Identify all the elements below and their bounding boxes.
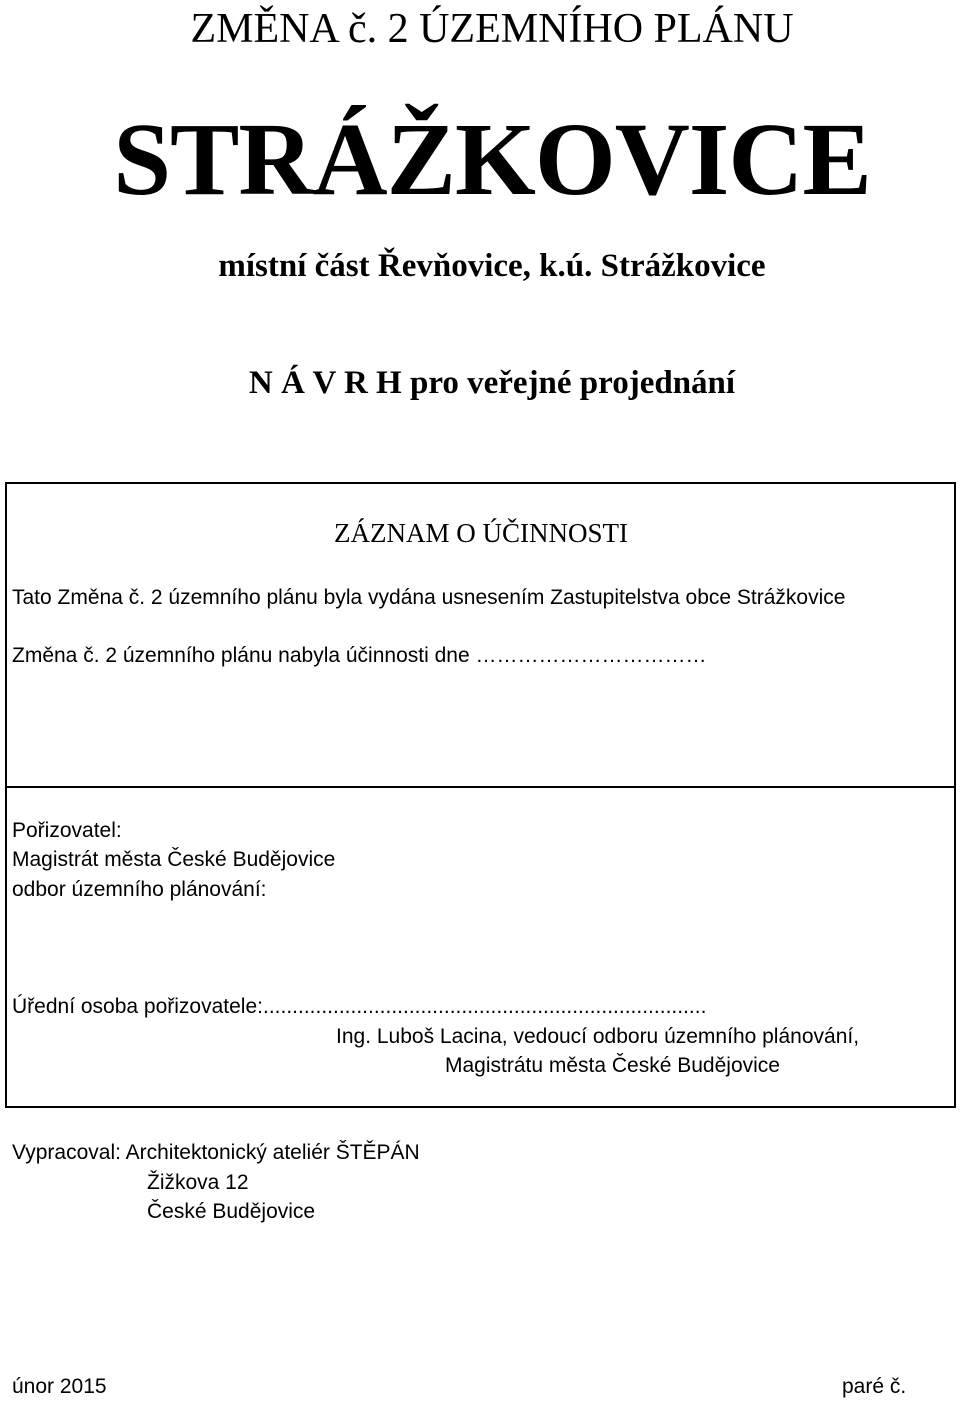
document-title: ZMĚNA č. 2 ÚZEMNÍHO PLÁNU — [190, 6, 794, 52]
procurer-label: Pořizovatel: — [12, 819, 122, 842]
prepared-by-label: Vypracoval: Architektonický ateliér ŠTĚPÁN — [12, 1141, 420, 1164]
official-office: Magistrátu města České Budějovice — [445, 1054, 780, 1077]
copy-number-label: paré č. — [842, 1375, 907, 1398]
issue-date: únor 2015 — [12, 1375, 107, 1398]
procurer-name: Magistrát města České Budějovice — [12, 848, 336, 871]
effective-date-dots: …………………………… — [475, 644, 707, 667]
record-heading: ZÁZNAM O ÚČINNOSTI — [334, 518, 628, 548]
prepared-by-street: Žižkova 12 — [147, 1171, 249, 1194]
official-label: Úřední osoba pořizovatele:............................................................................ — [12, 995, 707, 1018]
procurer-department: odbor územního plánování: — [12, 878, 267, 901]
issued-statement: Tato Změna č. 2 územního plánu byla vydána usnesením Zastupitelstva obce Strážkovice — [12, 586, 846, 609]
record-box-divider — [5, 786, 956, 788]
locality-subtitle: místní část Řevňovice, k.ú. Strážkovice — [218, 248, 766, 284]
official-name: Ing. Luboš Lacina, vedoucí odboru územního plánování, — [336, 1025, 860, 1048]
effective-statement — [12, 642, 706, 670]
draft-label: N Á V R H pro veřejné projednání — [248, 365, 736, 401]
prepared-by-city: České Budějovice — [147, 1200, 316, 1223]
village-name: STRÁŽKOVICE — [113, 102, 871, 217]
effective-statement-text: Změna č. 2 územního plánu nabyla účinnosti dne — [12, 644, 476, 667]
